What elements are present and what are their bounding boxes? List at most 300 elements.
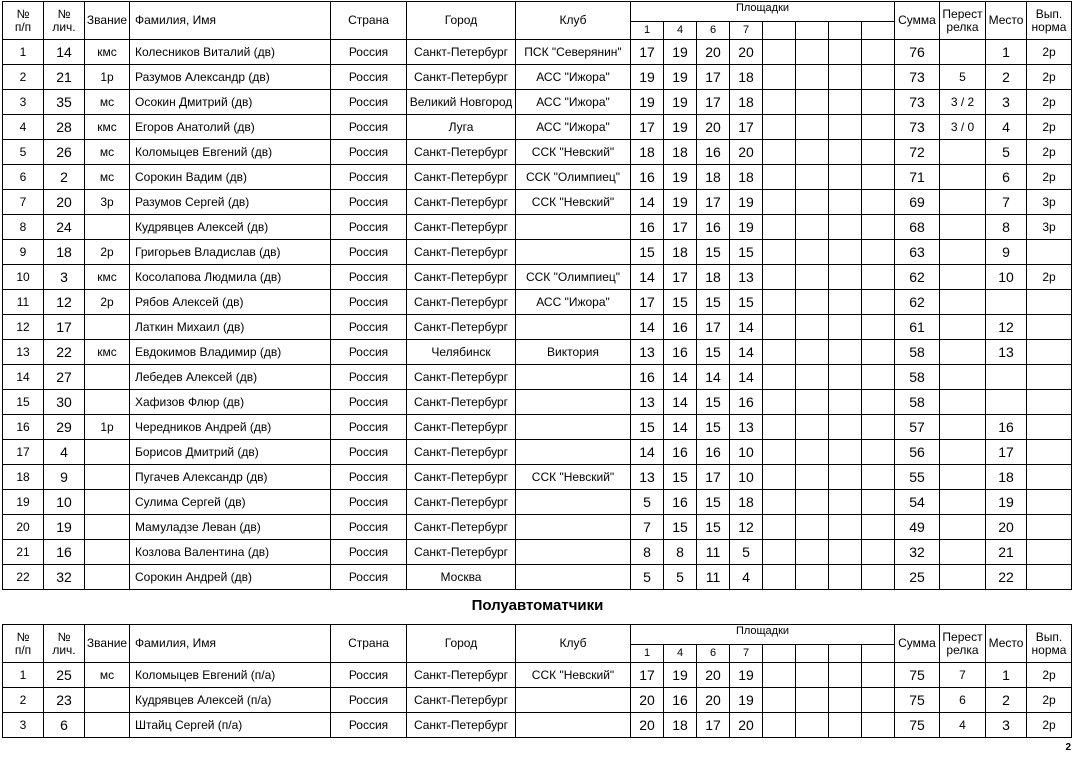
- cell-score: [763, 290, 796, 315]
- cell-score: [763, 713, 796, 738]
- cell-score: 20: [730, 140, 763, 165]
- cell-score: 5: [631, 565, 664, 590]
- header-city: Город: [407, 625, 516, 663]
- cell-name: Мамуладзе Леван (дв): [130, 515, 331, 540]
- cell-name: Рябов Алексей (дв): [130, 290, 331, 315]
- cell-score: [829, 465, 862, 490]
- header-ploshchadka-6: [796, 22, 829, 40]
- header-ploshchadka-4: 7: [730, 645, 763, 663]
- cell-club: ССК "Невский": [516, 190, 631, 215]
- cell-score: 19: [664, 663, 697, 688]
- cell-score: 8: [631, 540, 664, 565]
- cell-score: 16: [697, 440, 730, 465]
- cell-score: 14: [730, 340, 763, 365]
- table-row: [3, 265, 1072, 290]
- header-ploshchadka-8: [862, 645, 895, 663]
- cell-score: 17: [697, 465, 730, 490]
- cell-score: 15: [730, 240, 763, 265]
- cell-score: [829, 515, 862, 540]
- cell-score: [829, 115, 862, 140]
- cell-score: [862, 340, 895, 365]
- table-row: [3, 540, 1072, 565]
- cell-sum: 69: [895, 190, 940, 215]
- cell-score: [829, 440, 862, 465]
- cell-name: Кудрявцев Алексей (дв): [130, 215, 331, 240]
- cell-score: [829, 140, 862, 165]
- cell-name: Пугачев Александр (дв): [130, 465, 331, 490]
- header-country: Страна: [331, 2, 407, 40]
- cell-name: Разумов Сергей (дв): [130, 190, 331, 215]
- cell-score: [763, 140, 796, 165]
- cell-num: 21: [3, 540, 44, 565]
- cell-score: 17: [697, 713, 730, 738]
- cell-city: Санкт-Петербург: [407, 265, 516, 290]
- cell-norm: 2р: [1027, 663, 1072, 688]
- cell-num: 6: [3, 165, 44, 190]
- cell-rank: [85, 688, 130, 713]
- cell-num: 2: [3, 688, 44, 713]
- cell-score: [829, 190, 862, 215]
- cell-score: [796, 90, 829, 115]
- cell-score: 16: [697, 140, 730, 165]
- cell-norm: 2р: [1027, 90, 1072, 115]
- cell-score: [796, 290, 829, 315]
- cell-score: 19: [631, 90, 664, 115]
- cell-name: Коломыцев Евгений (п/а): [130, 663, 331, 688]
- cell-score: [862, 390, 895, 415]
- cell-score: 20: [697, 663, 730, 688]
- cell-place: 20: [986, 515, 1027, 540]
- cell-num: 18: [3, 465, 44, 490]
- cell-lic: 6: [44, 713, 85, 738]
- cell-shootoff: [940, 390, 986, 415]
- cell-lic: 4: [44, 440, 85, 465]
- cell-lic: 23: [44, 688, 85, 713]
- cell-city: Луга: [407, 115, 516, 140]
- cell-country: Россия: [331, 390, 407, 415]
- cell-country: Россия: [331, 688, 407, 713]
- cell-country: Россия: [331, 340, 407, 365]
- cell-score: [796, 490, 829, 515]
- cell-city: Санкт-Петербург: [407, 663, 516, 688]
- cell-score: 17: [631, 663, 664, 688]
- cell-club: АСС "Ижора": [516, 65, 631, 90]
- header-rank: Звание: [85, 2, 130, 40]
- cell-rank: кмс: [85, 40, 130, 65]
- cell-score: [862, 215, 895, 240]
- cell-country: Россия: [331, 540, 407, 565]
- cell-rank: мс: [85, 140, 130, 165]
- header-shootoff: Перест релка: [940, 2, 986, 40]
- cell-score: 19: [664, 40, 697, 65]
- cell-norm: 3р: [1027, 215, 1072, 240]
- cell-shootoff: [940, 465, 986, 490]
- table-row: [3, 290, 1072, 315]
- cell-score: [796, 140, 829, 165]
- cell-score: 15: [697, 515, 730, 540]
- cell-place: 18: [986, 465, 1027, 490]
- cell-place: 1: [986, 40, 1027, 65]
- cell-name: Чередников Андрей (дв): [130, 415, 331, 440]
- cell-score: 19: [664, 115, 697, 140]
- cell-city: Санкт-Петербург: [407, 490, 516, 515]
- cell-norm: 3р: [1027, 190, 1072, 215]
- cell-place: 8: [986, 215, 1027, 240]
- cell-score: 5: [631, 490, 664, 515]
- cell-score: [829, 713, 862, 738]
- cell-name: Осокин Дмитрий (дв): [130, 90, 331, 115]
- cell-score: [862, 565, 895, 590]
- header-place: Место: [986, 625, 1027, 663]
- cell-score: [763, 315, 796, 340]
- cell-lic: 16: [44, 540, 85, 565]
- cell-club: [516, 490, 631, 515]
- cell-club: Виктория: [516, 340, 631, 365]
- cell-score: [862, 90, 895, 115]
- cell-rank: [85, 365, 130, 390]
- cell-num: 13: [3, 340, 44, 365]
- cell-score: 15: [631, 240, 664, 265]
- cell-country: Россия: [331, 215, 407, 240]
- table-row: [3, 688, 1072, 713]
- cell-norm: 2р: [1027, 140, 1072, 165]
- cell-city: Санкт-Петербург: [407, 465, 516, 490]
- cell-rank: 2р: [85, 240, 130, 265]
- cell-lic: 20: [44, 190, 85, 215]
- cell-score: [862, 713, 895, 738]
- cell-num: 4: [3, 115, 44, 140]
- cell-club: ПСК "Северянин": [516, 40, 631, 65]
- cell-score: [862, 540, 895, 565]
- cell-score: 5: [664, 565, 697, 590]
- cell-score: [796, 40, 829, 65]
- header-club: Клуб: [516, 2, 631, 40]
- cell-country: Россия: [331, 565, 407, 590]
- cell-sum: 54: [895, 490, 940, 515]
- cell-sum: 68: [895, 215, 940, 240]
- cell-club: [516, 565, 631, 590]
- cell-score: [829, 315, 862, 340]
- cell-club: [516, 215, 631, 240]
- cell-num: 19: [3, 490, 44, 515]
- table-row: [3, 40, 1072, 65]
- cell-sum: 25: [895, 565, 940, 590]
- cell-num: 15: [3, 390, 44, 415]
- cell-score: [862, 190, 895, 215]
- cell-sum: 55: [895, 465, 940, 490]
- cell-name: Коломыцев Евгений (дв): [130, 140, 331, 165]
- cell-shootoff: [940, 40, 986, 65]
- cell-score: 18: [697, 265, 730, 290]
- cell-club: [516, 240, 631, 265]
- table-row: [3, 65, 1072, 90]
- cell-score: [829, 340, 862, 365]
- cell-norm: [1027, 390, 1072, 415]
- cell-score: 15: [697, 490, 730, 515]
- cell-rank: [85, 565, 130, 590]
- cell-place: [986, 290, 1027, 315]
- header-ploshchadka-3: 6: [697, 645, 730, 663]
- cell-num: 8: [3, 215, 44, 240]
- cell-place: [986, 390, 1027, 415]
- cell-score: 11: [697, 565, 730, 590]
- cell-score: 17: [631, 115, 664, 140]
- cell-lic: 25: [44, 663, 85, 688]
- cell-score: [763, 340, 796, 365]
- cell-name: Латкин Михаил (дв): [130, 315, 331, 340]
- cell-score: 14: [730, 315, 763, 340]
- cell-city: Санкт-Петербург: [407, 688, 516, 713]
- cell-score: 15: [697, 340, 730, 365]
- header-ploshchadka-2: 4: [664, 645, 697, 663]
- table-row: [3, 713, 1072, 738]
- cell-shootoff: 6: [940, 688, 986, 713]
- cell-sum: 57: [895, 415, 940, 440]
- cell-sum: 73: [895, 115, 940, 140]
- cell-score: 14: [730, 365, 763, 390]
- cell-score: [829, 663, 862, 688]
- cell-city: Санкт-Петербург: [407, 390, 516, 415]
- cell-norm: [1027, 540, 1072, 565]
- cell-rank: мс: [85, 90, 130, 115]
- table-row: [3, 515, 1072, 540]
- cell-num: 22: [3, 565, 44, 590]
- cell-score: [829, 365, 862, 390]
- cell-score: [796, 713, 829, 738]
- cell-country: Россия: [331, 65, 407, 90]
- cell-club: ССК "Невский": [516, 663, 631, 688]
- cell-rank: мс: [85, 165, 130, 190]
- cell-norm: [1027, 365, 1072, 390]
- cell-norm: 2р: [1027, 65, 1072, 90]
- cell-shootoff: [940, 265, 986, 290]
- cell-score: 13: [730, 415, 763, 440]
- cell-rank: кмс: [85, 340, 130, 365]
- cell-score: 20: [631, 713, 664, 738]
- cell-shootoff: [940, 165, 986, 190]
- cell-score: 17: [730, 115, 763, 140]
- cell-score: 8: [664, 540, 697, 565]
- cell-country: Россия: [331, 40, 407, 65]
- cell-score: [796, 688, 829, 713]
- cell-shootoff: 5: [940, 65, 986, 90]
- cell-country: Россия: [331, 713, 407, 738]
- cell-name: Сорокин Вадим (дв): [130, 165, 331, 190]
- cell-score: 18: [664, 240, 697, 265]
- cell-club: АСС "Ижора": [516, 290, 631, 315]
- cell-shootoff: 7: [940, 663, 986, 688]
- cell-score: 14: [664, 415, 697, 440]
- cell-score: 19: [664, 90, 697, 115]
- header-ploshchadka-5: [763, 645, 796, 663]
- cell-score: 15: [664, 465, 697, 490]
- cell-club: [516, 540, 631, 565]
- cell-place: 21: [986, 540, 1027, 565]
- cell-score: 16: [664, 315, 697, 340]
- cell-sum: 75: [895, 663, 940, 688]
- cell-place: 2: [986, 688, 1027, 713]
- cell-score: 16: [664, 688, 697, 713]
- cell-score: 19: [664, 165, 697, 190]
- cell-norm: [1027, 565, 1072, 590]
- cell-city: Санкт-Петербург: [407, 440, 516, 465]
- cell-place: 12: [986, 315, 1027, 340]
- cell-score: [763, 190, 796, 215]
- cell-place: 19: [986, 490, 1027, 515]
- cell-name: Борисов Дмитрий (дв): [130, 440, 331, 465]
- cell-score: [796, 440, 829, 465]
- table-row: [3, 565, 1072, 590]
- cell-score: 4: [730, 565, 763, 590]
- cell-country: Россия: [331, 490, 407, 515]
- cell-num: 11: [3, 290, 44, 315]
- cell-place: 10: [986, 265, 1027, 290]
- cell-rank: [85, 440, 130, 465]
- cell-score: [862, 663, 895, 688]
- table-row: [3, 340, 1072, 365]
- cell-score: 18: [730, 90, 763, 115]
- cell-score: [796, 415, 829, 440]
- cell-num: 16: [3, 415, 44, 440]
- cell-rank: [85, 713, 130, 738]
- cell-sum: 73: [895, 90, 940, 115]
- cell-score: 15: [664, 290, 697, 315]
- cell-score: 20: [697, 115, 730, 140]
- cell-shootoff: [940, 190, 986, 215]
- cell-score: 19: [664, 190, 697, 215]
- cell-place: 22: [986, 565, 1027, 590]
- cell-city: Челябинск: [407, 340, 516, 365]
- cell-lic: 2: [44, 165, 85, 190]
- cell-score: 17: [697, 90, 730, 115]
- cell-score: 17: [631, 290, 664, 315]
- header-country: Страна: [331, 625, 407, 663]
- cell-score: 16: [664, 340, 697, 365]
- header-name: Фамилия, Имя: [130, 2, 331, 40]
- cell-score: 11: [697, 540, 730, 565]
- cell-shootoff: [940, 365, 986, 390]
- cell-shootoff: [940, 240, 986, 265]
- cell-shootoff: [940, 315, 986, 340]
- cell-shootoff: 4: [940, 713, 986, 738]
- header-lic: № лич.: [44, 2, 85, 40]
- cell-score: 19: [730, 663, 763, 688]
- cell-rank: [85, 315, 130, 340]
- cell-lic: 3: [44, 265, 85, 290]
- cell-country: Россия: [331, 115, 407, 140]
- table-row: [3, 390, 1072, 415]
- cell-city: Санкт-Петербург: [407, 315, 516, 340]
- cell-lic: 24: [44, 215, 85, 240]
- cell-place: 3: [986, 713, 1027, 738]
- cell-score: [862, 490, 895, 515]
- cell-score: 14: [664, 365, 697, 390]
- cell-club: [516, 365, 631, 390]
- cell-rank: 3р: [85, 190, 130, 215]
- header-ploshchadka-1: 1: [631, 645, 664, 663]
- cell-shootoff: [940, 540, 986, 565]
- cell-place: 1: [986, 663, 1027, 688]
- cell-score: 19: [631, 65, 664, 90]
- cell-score: [862, 240, 895, 265]
- cell-name: Хафизов Флюр (дв): [130, 390, 331, 415]
- cell-score: [763, 465, 796, 490]
- header-place: Место: [986, 2, 1027, 40]
- table-row: [3, 315, 1072, 340]
- cell-score: 14: [631, 190, 664, 215]
- header-ploshchadka-1: 1: [631, 22, 664, 40]
- cell-sum: 58: [895, 365, 940, 390]
- cell-score: 10: [730, 440, 763, 465]
- cell-score: [796, 515, 829, 540]
- cell-lic: 28: [44, 115, 85, 140]
- cell-lic: 26: [44, 140, 85, 165]
- table-row: [3, 90, 1072, 115]
- cell-place: 2: [986, 65, 1027, 90]
- header-lic: № лич.: [44, 625, 85, 663]
- cell-norm: 2р: [1027, 265, 1072, 290]
- cell-score: 16: [631, 365, 664, 390]
- cell-country: Россия: [331, 90, 407, 115]
- cell-country: Россия: [331, 515, 407, 540]
- cell-score: [763, 240, 796, 265]
- cell-score: [796, 365, 829, 390]
- header-num: № п/п: [3, 2, 44, 40]
- cell-club: [516, 713, 631, 738]
- cell-rank: 1р: [85, 415, 130, 440]
- cell-shootoff: [940, 140, 986, 165]
- cell-club: ССК "Олимпиец": [516, 165, 631, 190]
- cell-rank: 2р: [85, 290, 130, 315]
- cell-score: 13: [730, 265, 763, 290]
- cell-place: 6: [986, 165, 1027, 190]
- cell-club: [516, 515, 631, 540]
- cell-norm: 2р: [1027, 165, 1072, 190]
- header-ploshchadki: Площадки: [631, 625, 895, 645]
- table-row: [3, 190, 1072, 215]
- cell-num: 10: [3, 265, 44, 290]
- cell-norm: [1027, 290, 1072, 315]
- cell-score: [862, 165, 895, 190]
- cell-rank: [85, 540, 130, 565]
- cell-place: 17: [986, 440, 1027, 465]
- cell-sum: 61: [895, 315, 940, 340]
- cell-score: [763, 90, 796, 115]
- cell-score: [829, 565, 862, 590]
- cell-sum: 58: [895, 390, 940, 415]
- cell-score: [862, 290, 895, 315]
- cell-score: 13: [631, 340, 664, 365]
- cell-name: Колесников Виталий (дв): [130, 40, 331, 65]
- cell-rank: кмс: [85, 115, 130, 140]
- cell-city: Москва: [407, 565, 516, 590]
- cell-score: 16: [697, 215, 730, 240]
- cell-city: Санкт-Петербург: [407, 190, 516, 215]
- header-club: Клуб: [516, 625, 631, 663]
- cell-score: 17: [664, 215, 697, 240]
- table-row: [3, 465, 1072, 490]
- cell-shootoff: [940, 215, 986, 240]
- cell-score: [862, 515, 895, 540]
- cell-num: 12: [3, 315, 44, 340]
- cell-place: 4: [986, 115, 1027, 140]
- cell-sum: 58: [895, 340, 940, 365]
- cell-score: 5: [730, 540, 763, 565]
- cell-score: [763, 540, 796, 565]
- cell-score: 16: [631, 165, 664, 190]
- cell-rank: [85, 465, 130, 490]
- cell-city: Санкт-Петербург: [407, 215, 516, 240]
